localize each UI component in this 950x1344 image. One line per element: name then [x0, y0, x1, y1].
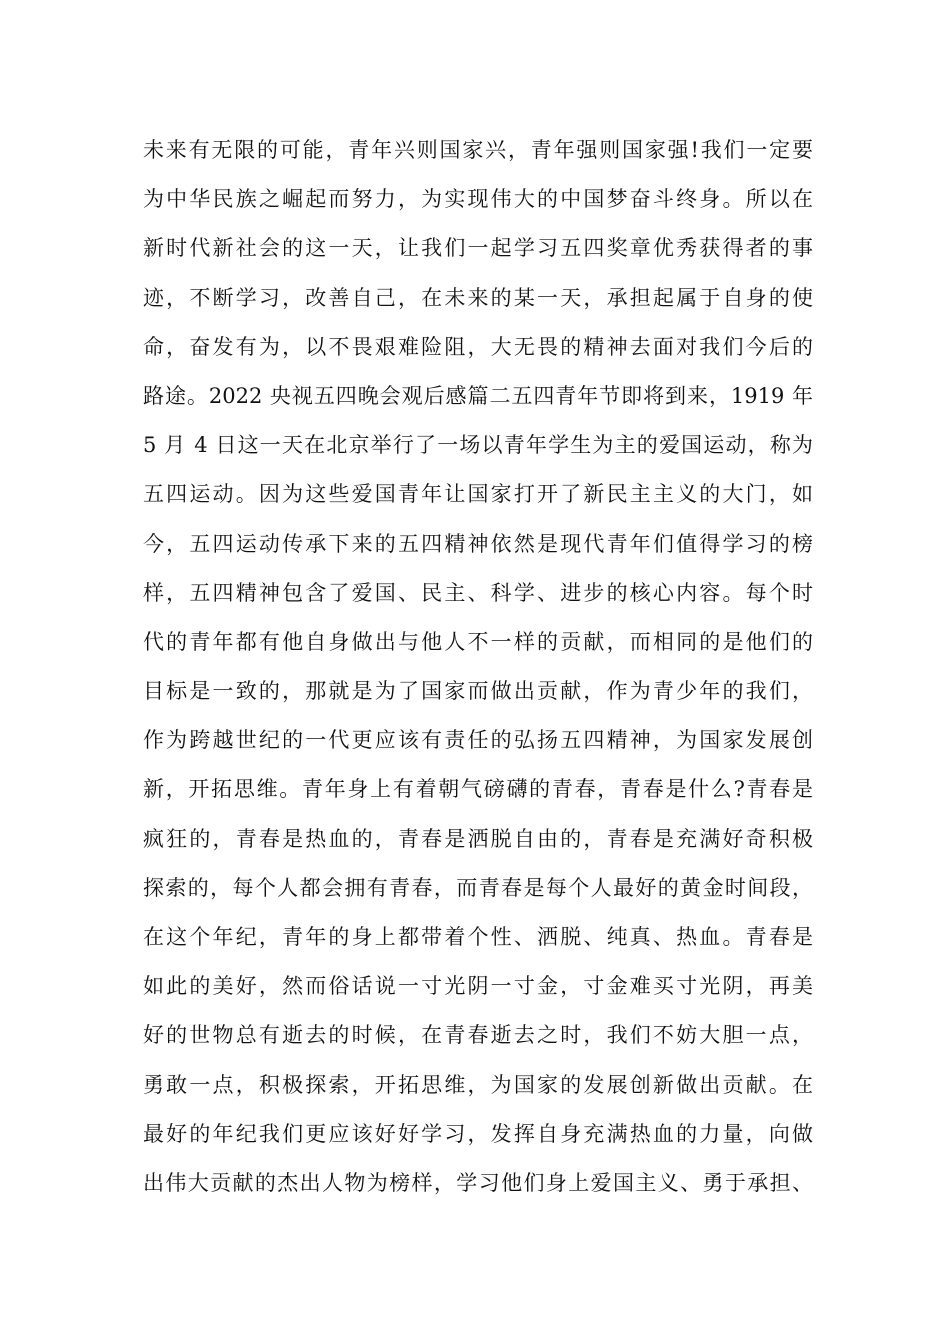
text-line: 代的青年都有他自身做出与他人不一样的贡献，而相同的是他们的: [143, 629, 813, 654]
text-line: 样，五四精神包含了爱国、民主、科学、进步的核心内容。每个时: [143, 580, 813, 605]
text-line: 新时代新社会的这一天，让我们一起学习五四奖章优秀获得者的事: [143, 236, 813, 261]
text-line: 5 月 4 日这一天在北京举行了一场以青年学生为主的爱国运动，称为: [143, 433, 813, 458]
text-line: 迹，不断学习，改善自己，在未来的某一天，承担起属于自身的使: [143, 285, 813, 310]
text-line: 路途。2022 央视五四晚会观后感篇二五四青年节即将到来，1919 年: [143, 383, 813, 408]
text-line: 勇敢一点，积极探索，开拓思维，为国家的发展创新做出贡献。在: [143, 1072, 813, 1097]
text-line: 探索的，每个人都会拥有青春，而青春是每个人最好的黄金时间段，: [143, 875, 813, 900]
text-line: 今，五四运动传承下来的五四精神依然是现代青年们值得学习的榜: [143, 531, 813, 556]
text-line: 五四运动。因为这些爱国青年让国家打开了新民主主义的大门，如: [143, 482, 813, 507]
text-line: 未来有无限的可能，青年兴则国家兴，青年强则国家强!我们一定要: [143, 138, 813, 162]
text-line: 命，奋发有为，以不畏艰难险阻，大无畏的精神去面对我们今后的: [143, 334, 813, 359]
text-line: 最好的年纪我们更应该好好学习，发挥自身充满热血的力量，向做: [143, 1121, 813, 1146]
text-line: 新，开拓思维。青年身上有着朝气磅礴的青春，青春是什么?青春是: [143, 777, 813, 802]
body-text: [143, 126, 813, 1208]
text-line: 在这个年纪，青年的身上都带着个性、洒脱、纯真、热血。青春是: [143, 925, 813, 949]
text-line: 目标是一致的，那就是为了国家而做出贡献，作为青少年的我们，: [143, 679, 813, 704]
text-line: 为中华民族之崛起而努力，为实现伟大的中国梦奋斗终身。所以在: [143, 187, 813, 212]
text-line: 如此的美好，然而俗话说一寸光阴一寸金，寸金难买寸光阴，再美: [143, 974, 813, 999]
text-line: 作为跨越世纪的一代更应该有责任的弘扬五四精神，为国家发展创: [143, 728, 813, 753]
text-line: 好的世物总有逝去的时候，在青春逝去之时，我们不妨大胆一点，: [143, 1023, 813, 1048]
text-line: 疯狂的，青春是热血的，青春是洒脱自由的，青春是充满好奇积极: [143, 826, 813, 851]
text-line: 出伟大贡献的杰出人物为榜样，学习他们身上爱国主义、勇于承担、: [143, 1170, 813, 1195]
